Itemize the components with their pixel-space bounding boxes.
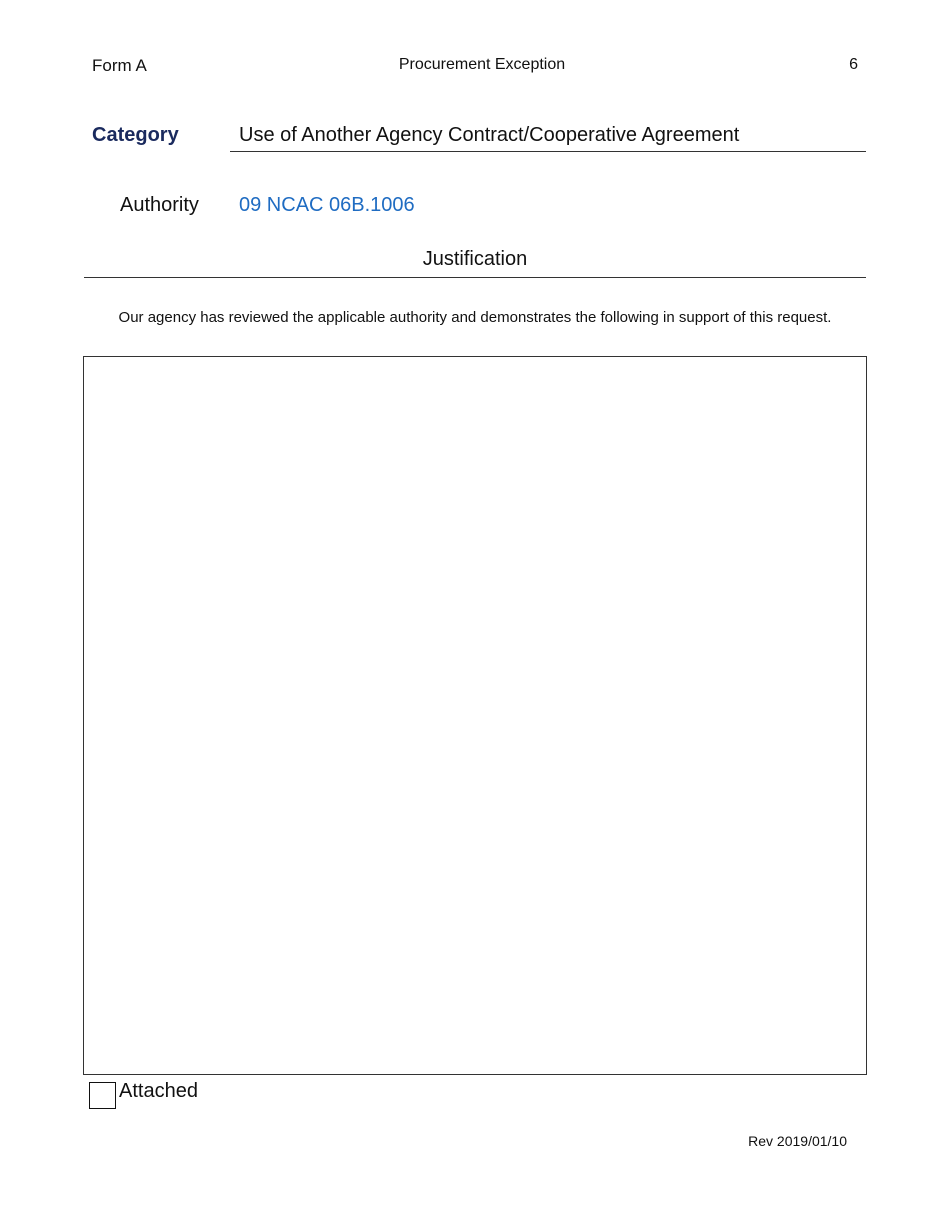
attached-label: Attached: [119, 1080, 198, 1102]
page-number: 6: [849, 56, 858, 73]
category-label: Category: [92, 124, 179, 146]
form-label: Form A: [92, 56, 147, 75]
justification-statement: Our agency has reviewed the applicable authority and demonstrates the following in support of this request.: [118, 309, 832, 326]
attached-checkbox[interactable]: [89, 1082, 116, 1109]
authority-link[interactable]: 09 NCAC 06B.1006: [239, 194, 415, 216]
revision-label: Rev 2019/01/10: [748, 1133, 847, 1149]
justification-text-area[interactable]: [83, 356, 867, 1075]
authority-label: Authority: [120, 194, 199, 216]
category-field[interactable]: Use of Another Agency Contract/Cooperative Agreement: [230, 124, 866, 152]
page-title: Procurement Exception: [398, 56, 566, 73]
justification-heading: Justification: [84, 248, 866, 278]
